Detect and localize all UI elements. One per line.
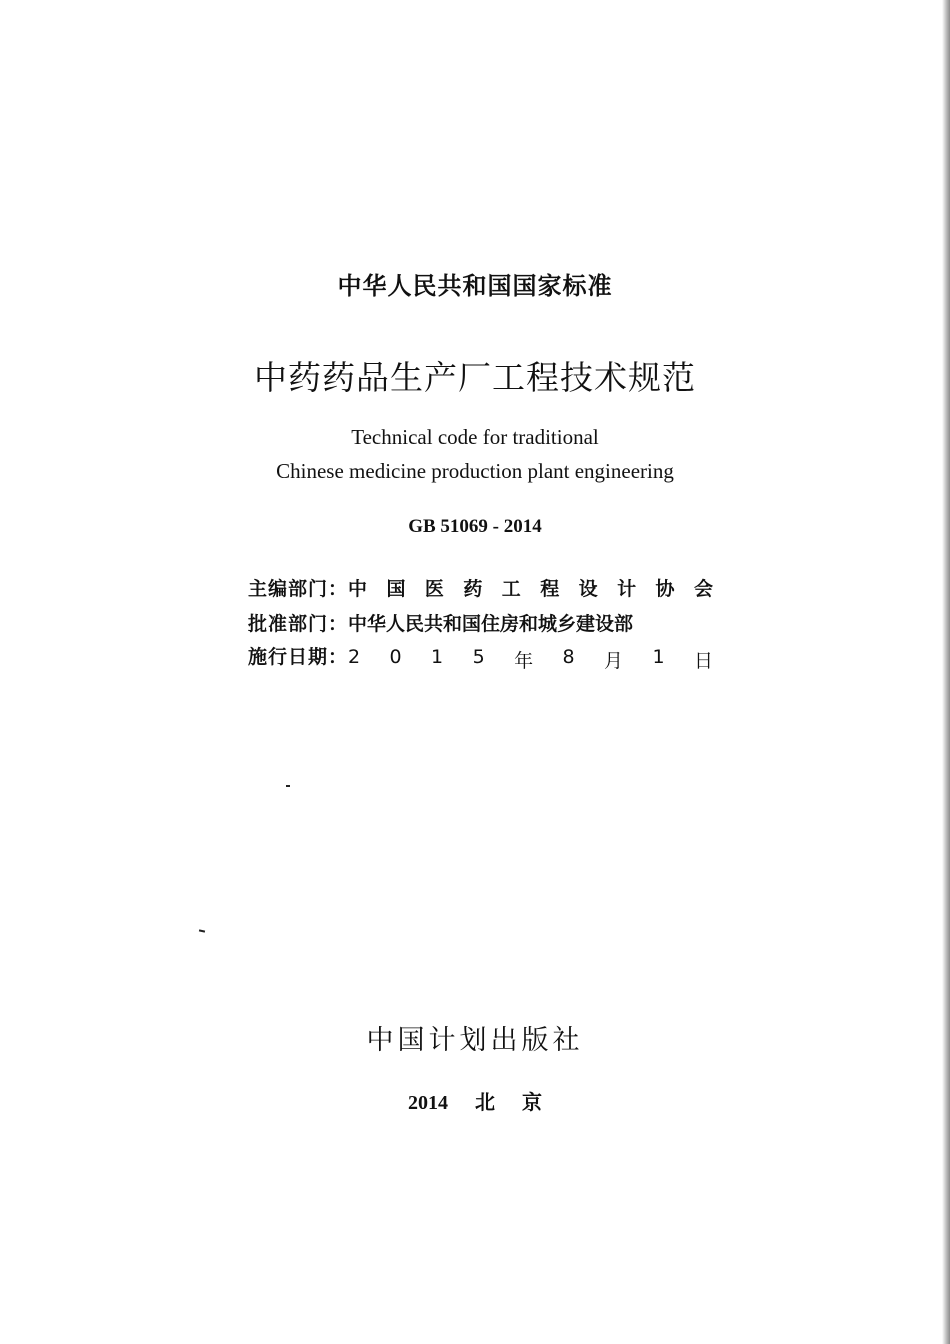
document-title-chinese: 中药药品生产厂工程技术规范 (254, 358, 696, 397)
date-char: 8 (562, 646, 575, 668)
editor-char: 医 (424, 578, 444, 600)
document-title-english-line-2: Chinese medicine production plant engineering (276, 459, 674, 483)
effective-date-label: 施行日期： (248, 646, 349, 668)
editor-char: 国 (386, 578, 406, 600)
editor-char: 计 (617, 578, 637, 600)
editor-char: 会 (693, 578, 713, 600)
date-char: 月 (604, 650, 624, 672)
editor-char: 协 (655, 578, 675, 600)
editor-char: 药 (463, 578, 483, 600)
editor-label: 主编部门： (248, 578, 349, 600)
approver-value: 中华人民共和国住房和城乡建设部 (348, 613, 634, 635)
date-char: 1 (431, 646, 444, 668)
series-title: 中华人民共和国国家标准 (337, 272, 613, 300)
document-title-english-line-1: Technical code for traditional (351, 425, 599, 449)
scan-edge-shadow (942, 0, 950, 1344)
info-row-editor (248, 574, 713, 601)
standard-code: GB 51069 - 2014 (408, 516, 542, 537)
scan-speck (199, 929, 205, 932)
date-char: 2 (348, 646, 361, 668)
editor-char: 中 (348, 578, 368, 600)
effective-date-value (348, 646, 713, 673)
date-char: 1 (652, 646, 665, 668)
scan-speck (286, 785, 290, 787)
editor-char: 工 (501, 578, 521, 600)
date-char: 年 (514, 650, 534, 672)
date-char: 0 (389, 646, 402, 668)
editor-char: 程 (540, 578, 560, 600)
publication-year-place: 2014 北 京 (408, 1092, 542, 1114)
publisher-name: 中国计划出版社 (366, 1025, 584, 1056)
date-char: 日 (693, 650, 713, 672)
info-row-effective-date (248, 642, 713, 673)
editor-char: 设 (578, 578, 598, 600)
approver-label: 批准部门： (248, 613, 349, 635)
editor-value (348, 574, 713, 601)
info-row-approver (248, 609, 713, 636)
date-char: 5 (472, 646, 485, 668)
